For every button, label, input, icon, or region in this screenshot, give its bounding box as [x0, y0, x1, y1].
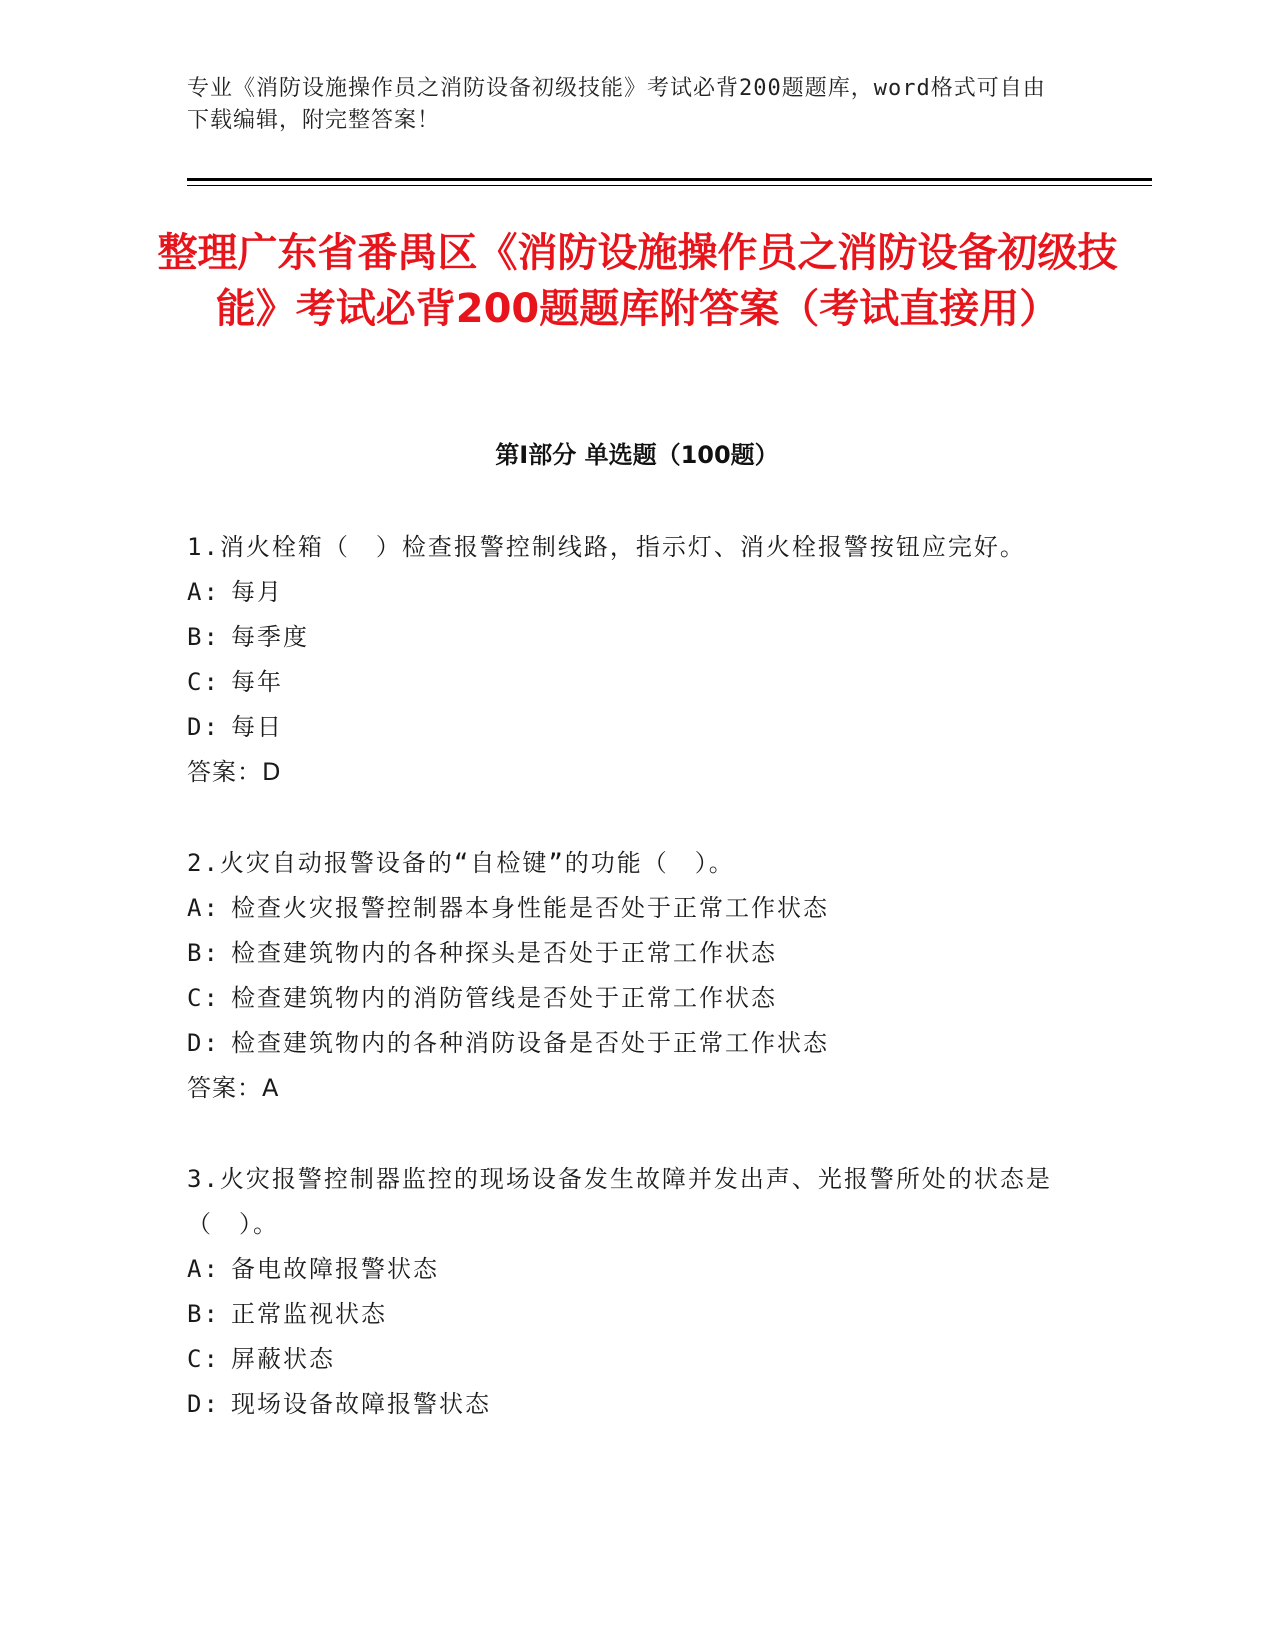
option-text: 检查建筑物内的消防管线是否处于正常工作状态 — [231, 984, 777, 1012]
option-letter: A: — [187, 894, 220, 922]
option-text: 每年 — [231, 668, 283, 696]
answer-line: 答案：D — [187, 758, 282, 786]
option-c — [187, 976, 1077, 1021]
header-divider-thin — [187, 185, 1152, 186]
question-text: 3.火灾报警控制器监控的现场设备发生故障并发出声、光报警所处的状态是（ ）。 — [187, 1165, 1052, 1238]
option-text: 每季度 — [231, 623, 309, 651]
option-b — [187, 931, 1077, 976]
option-text: 每月 — [231, 578, 283, 606]
option-text: 检查建筑物内的各种探头是否处于正常工作状态 — [231, 939, 777, 967]
option-letter: D: — [187, 1390, 220, 1418]
option-letter: C: — [187, 984, 220, 1012]
option-letter: D: — [187, 713, 220, 741]
document-title: 整理广东省番禺区《消防设施操作员之消防设备初级技能》考试必背200题题库附答案（考试直接用） — [157, 230, 1118, 332]
option-text: 备电故障报警状态 — [231, 1255, 439, 1283]
option-c — [187, 1337, 1077, 1382]
option-c — [187, 660, 1077, 705]
section-heading: 第Ⅰ部分 单选题（100题） — [495, 441, 779, 469]
question-text: 1.消火栓箱（ ）检查报警控制线路，指示灯、消火栓报警按钮应完好。 — [187, 533, 1026, 561]
option-b — [187, 1292, 1077, 1337]
header-divider-thick — [187, 178, 1152, 181]
option-letter: B: — [187, 623, 220, 651]
option-d — [187, 705, 1077, 750]
answer-line: 答案：A — [187, 1074, 280, 1102]
option-text: 检查建筑物内的各种消防设备是否处于正常工作状态 — [231, 1029, 829, 1057]
option-text: 屏蔽状态 — [231, 1345, 335, 1373]
option-letter: C: — [187, 1345, 220, 1373]
option-text: 检查火灾报警控制器本身性能是否处于正常工作状态 — [231, 894, 829, 922]
option-letter: C: — [187, 668, 220, 696]
question-2 — [187, 841, 1077, 1111]
option-text: 正常监视状态 — [231, 1300, 387, 1328]
option-d — [187, 1021, 1077, 1066]
question-text: 2.火灾自动报警设备的“自检键”的功能（ ）。 — [187, 849, 735, 877]
option-b — [187, 615, 1077, 660]
option-text: 每日 — [231, 713, 283, 741]
option-a — [187, 886, 1077, 931]
option-letter: A: — [187, 1255, 220, 1283]
header-note: 专业《消防设施操作员之消防设备初级技能》考试必背200题题库，word格式可自由下载编辑，附完整答案！ — [187, 76, 1046, 133]
question-1 — [187, 525, 1077, 795]
option-d — [187, 1382, 1077, 1427]
question-3 — [187, 1157, 1077, 1427]
option-a — [187, 570, 1077, 615]
option-letter: D: — [187, 1029, 220, 1057]
option-letter: B: — [187, 1300, 220, 1328]
option-letter: A: — [187, 578, 220, 606]
option-letter: B: — [187, 939, 220, 967]
option-a — [187, 1247, 1077, 1292]
question-list — [187, 525, 1077, 1473]
option-text: 现场设备故障报警状态 — [231, 1390, 491, 1418]
